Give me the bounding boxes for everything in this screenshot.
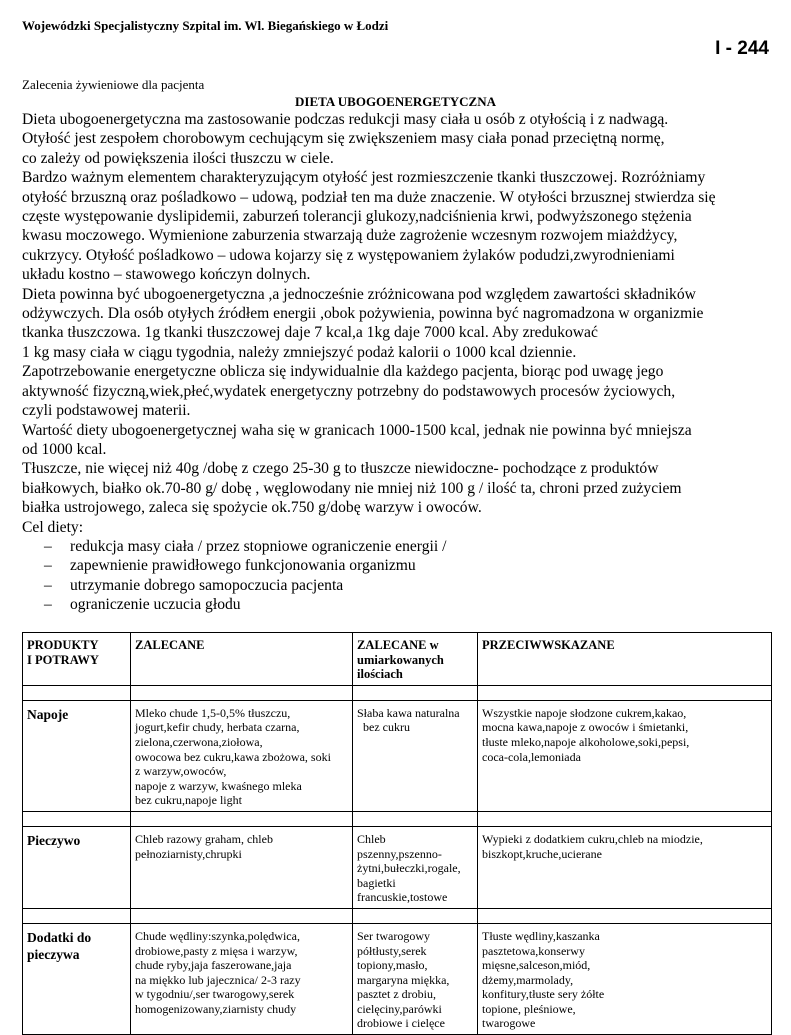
category-line: Pieczywo	[27, 832, 81, 848]
cell-line: z warzyw,owoców,	[135, 764, 227, 779]
cell-line: Ser twarogowy	[357, 928, 430, 943]
goal-item	[22, 556, 782, 575]
body-line: cukrzycy. Otyłość pośladkowo – udowa kojarzy się z występowaniem żylaków podudzi,zwyrodnieniami	[22, 246, 675, 264]
recommended-cell	[131, 826, 353, 908]
moderate-cell	[353, 923, 478, 1034]
body-line: Otyłość jest zespołem chorobowym cechującym się zwiększeniem masy ciała ponad przeciętną normę,	[22, 130, 665, 148]
cell-line: w tygodniu/,ser twarogowy,serek	[135, 987, 295, 1002]
cell-line: pasztet z drobiu,	[357, 987, 436, 1002]
cell-line: pszenny,pszenno-	[357, 846, 442, 861]
body-line: od 1000 kcal.	[22, 440, 107, 458]
dash-bullet: –	[44, 537, 52, 555]
header-line: PRODUKTY	[27, 638, 99, 652]
header-line: ZALECANE w	[357, 638, 439, 652]
moderate-cell	[353, 700, 478, 811]
body-line: Zapotrzebowanie energetyczne oblicza się indywidualnie dla każdego pacjenta, biorąc pod uwagę jego	[22, 363, 664, 381]
cell-line: Wypieki z dodatkiem cukru,chleb na miodzie,	[482, 831, 703, 846]
body-line: Dieta ubogoenergetyczna ma zastosowanie podczas redukcji masy ciała u osób z otyłością i z nadwagą.	[22, 111, 669, 128]
goals-heading: Cel diety:	[22, 518, 84, 536]
row-separator	[23, 811, 772, 826]
cell-line: tłuste mleko,napoje alkoholowe,soki,pepsi,	[482, 734, 690, 749]
cell-line: Wszystkie napoje słodzone cukrem,kakao,	[482, 705, 687, 720]
body-line: czyli podstawowej materii.	[22, 402, 191, 420]
moderate-cell	[353, 826, 478, 908]
category-line: Dodatki do	[27, 929, 92, 945]
goal-text: utrzymanie dobrego samopoczucia pacjenta	[70, 576, 344, 594]
recommended-cell	[131, 700, 353, 811]
cell-line: topiony,masło,	[357, 958, 428, 973]
goal-text: redukcja masy ciała / przez stopniowe ograniczenie energii /	[70, 537, 447, 555]
cell-line: chude ryby,jaja faszerowane,jaja	[135, 958, 292, 973]
cell-line: cielęciny,parówki	[357, 1001, 442, 1016]
body-line: białkowych, białko ok.70-80 g/ dobę , węglowodany nie mniej niż 100 g / ilość ta, chroni przed zużyciem	[22, 479, 682, 497]
body-line: tkanka tłuszczowa. 1g tkanki tłuszczowej daje 7 kcal,a 1kg daje 7000 kcal. Aby zredukować	[22, 324, 598, 342]
goal-text: zapewnienie prawidłowego funkcjonowania organizmu	[70, 557, 416, 575]
cell-line: napoje z warzyw, kwaśnego mleka	[135, 778, 302, 793]
cell-line: konfitury,tłuste sery żółte	[482, 987, 605, 1002]
cell-line: żytni,bułeczki,rogale,	[357, 861, 461, 876]
table-row	[23, 923, 772, 1034]
body-line: 1 kg masy ciała w ciągu tygodnia, należy zmniejszyć podaż kalorii o 1000 kcal dziennie.	[22, 343, 577, 361]
contraindicated-cell	[478, 923, 772, 1034]
body-line: Wartość diety ubogoenergetycznej waha się w granicach 1000-1500 kcal, jednak nie powinna być mniejsza	[22, 421, 692, 439]
goals-list	[22, 537, 782, 615]
body-line: Bardzo ważnym elementem charakteryzującym otyłość jest rozmieszczenie tkanki tłuszczowej. Rozróżniamy	[22, 169, 706, 187]
header-line: I POTRAWY	[27, 652, 99, 667]
goal-item	[22, 537, 782, 556]
cell-line: bagietki	[357, 875, 396, 890]
category-line: Napoje	[27, 706, 69, 722]
table-row	[23, 826, 772, 908]
cell-line: Słaba kawa naturalna	[357, 705, 460, 720]
header-line: umiarkowanych	[357, 652, 444, 667]
dash-bullet: –	[44, 557, 52, 575]
cell-line: zielona,czerwona,ziołowa,	[135, 734, 263, 749]
body-line: Tłuszcze, nie więcej niż 40g /dobę z czego 25-30 g to tłuszcze niewidoczne- pochodzące z produktów	[22, 460, 659, 478]
row-separator	[23, 908, 772, 923]
document-code: I - 244	[715, 38, 769, 59]
cell-line: na miękko lub jajecznica/ 2-3 razy	[135, 972, 301, 987]
header-line: ilościach	[357, 667, 403, 682]
recommended-cell	[131, 923, 353, 1034]
dash-bullet: –	[44, 596, 52, 614]
cell-line: bez cukru	[357, 720, 410, 735]
cell-line: Chleb razowy graham, chleb	[135, 831, 273, 846]
cell-line: margaryna miękka,	[357, 972, 450, 987]
category-line: pieczywa	[27, 946, 80, 962]
cell-line: Chleb	[357, 831, 386, 846]
cell-line: owocowa bez cukru,kawa zbożowa, soki	[135, 749, 331, 764]
diet-title: DIETA UBOGOENERGETYCZNA	[295, 94, 496, 109]
header-recommended: ZALECANE	[131, 633, 353, 686]
cell-line: mięsne,salceson,miód,	[482, 958, 591, 973]
body-line: Dieta powinna być ubogoenergetyczna ,a jednocześnie zróżnicowana pod względem zawartości składników	[22, 285, 696, 303]
row-separator	[23, 685, 772, 700]
cell-line: Tłuste wędliny,kaszanka	[482, 928, 600, 943]
body-line: aktywność fizyczną,wiek,płeć,wydatek energetyczny potrzebny do podstawowych procesów życiowych,	[22, 382, 676, 400]
table-row	[23, 700, 772, 811]
recommendations-label: Zalecenia żywieniowe dla pacjenta	[22, 77, 205, 92]
table-header-row	[23, 633, 772, 686]
contraindicated-cell	[478, 700, 772, 811]
cell-line: coca-cola,lemoniada	[482, 749, 581, 764]
contraindicated-cell	[478, 826, 772, 908]
body-line: co zależy od powiększenia ilości tłuszczu w ciele.	[22, 149, 334, 167]
goal-item	[22, 576, 782, 595]
cell-line: biszkopt,kruche,ucierane	[482, 846, 602, 861]
category-cell	[23, 700, 131, 811]
cell-line: mocna kawa,napoje z owoców i śmietanki,	[482, 720, 689, 735]
cell-line: Mleko chude 1,5-0,5% tłuszczu,	[135, 705, 291, 720]
diet-table	[22, 632, 772, 1035]
cell-line: pasztetowa,konserwy	[482, 943, 585, 958]
body-line: częste występowanie dyslipidemii, zaburzeń tolerancji glukozy,nadciśnienia krwi, podwyższonego stężenia	[22, 208, 692, 226]
header-products	[23, 633, 131, 686]
category-cell	[23, 826, 131, 908]
body-line: otyłość brzuszną oraz pośladkowo – udową, podział ten ma duże znaczenie. W otyłości brzusznej stwierdza się	[22, 188, 716, 206]
cell-line: francuskie,tostowe	[357, 890, 448, 905]
cell-line: Chude wędliny:szynka,polędwica,	[135, 928, 300, 943]
cell-line: jogurt,kefir chudy, herbata czarna,	[135, 720, 300, 735]
header-moderate	[353, 633, 478, 686]
cell-line: dżemy,marmolady,	[482, 972, 574, 987]
cell-line: pełnoziarnisty,chrupki	[135, 846, 242, 861]
diet-description	[22, 110, 782, 615]
cell-line: homogenizowany,ziarnisty chudy	[135, 1001, 297, 1016]
cell-line: półtłusty,serek	[357, 943, 427, 958]
body-line: kwasu moczowego. Wymienione zaburzenia stwarzają duże zagrożenie wczesnym rozwojem miażdżycy,	[22, 227, 678, 245]
category-cell	[23, 923, 131, 1034]
body-line: białka ustrojowego, zaleca się spożycie ok.750 g/dobę warzyw i owoców.	[22, 499, 482, 517]
cell-line: bez cukru,napoje light	[135, 793, 242, 808]
cell-line: twarogowe	[482, 1016, 536, 1031]
cell-line: topione, pleśniowe,	[482, 1001, 576, 1016]
header-contraindicated: PRZECIWWSKAZANE	[478, 633, 772, 686]
cell-line: drobiowe i cielęce	[357, 1016, 445, 1031]
goal-text: ograniczenie uczucia głodu	[70, 596, 241, 614]
goal-item	[22, 595, 782, 614]
cell-line: drobiowe,pasty z mięsa i warzyw,	[135, 943, 298, 958]
body-line: układu kostno – stawowego kończyn dolnych.	[22, 266, 311, 284]
body-line: odżywczych. Dla osób otyłych źródłem energii ,obok pożywienia, powinna być nagromadzona w organizmie	[22, 305, 704, 323]
dash-bullet: –	[44, 576, 52, 594]
hospital-name: Wojewódzki Specjalistyczny Szpital im. Wl. Biegańskiego w Łodzi	[22, 18, 389, 33]
